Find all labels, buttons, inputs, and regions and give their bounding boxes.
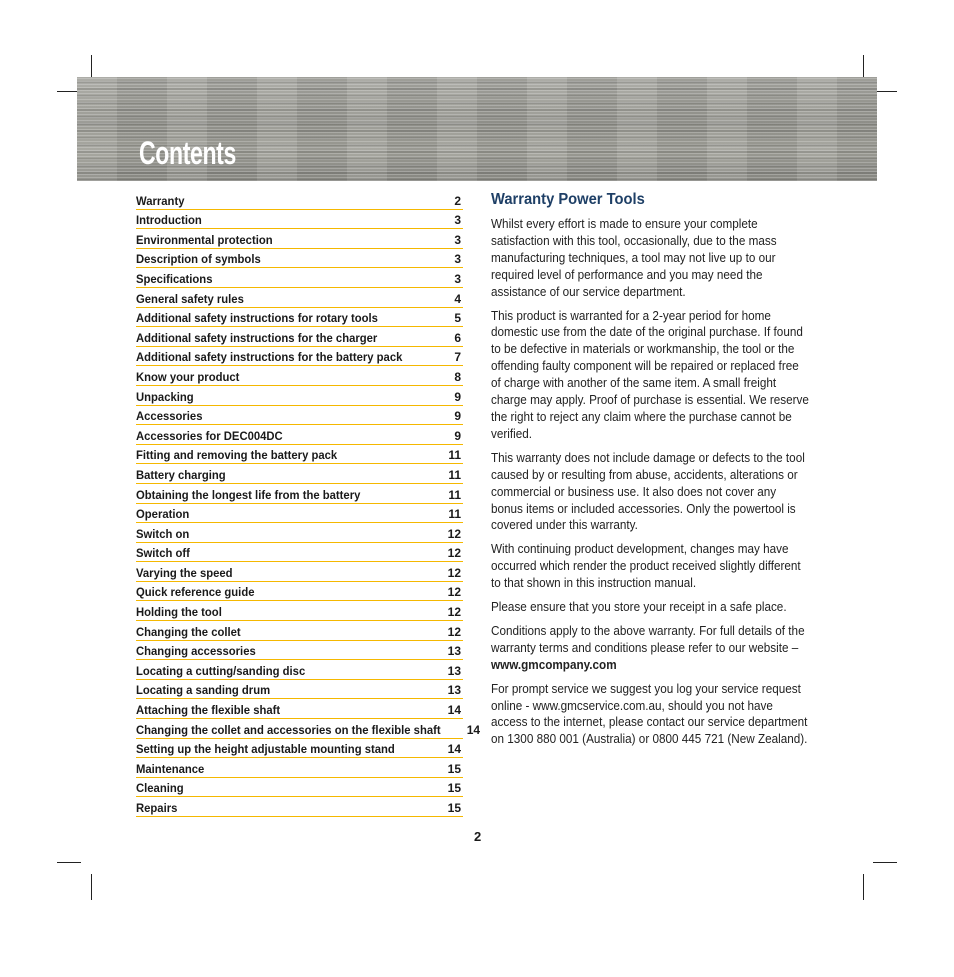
- toc-entry-page: 5: [454, 311, 461, 326]
- toc-entry-page: 7: [454, 350, 461, 365]
- page-title: Contents: [139, 135, 236, 171]
- toc-entry-page: 3: [454, 252, 461, 267]
- toc-entry[interactable]: [136, 347, 463, 367]
- toc-entry-page: 11: [448, 507, 461, 522]
- toc-entry-page: 14: [447, 703, 461, 718]
- toc-entry-page: 12: [447, 546, 461, 561]
- toc-entry-label: Setting up the height adjustable mounting stand: [136, 742, 395, 757]
- paragraph: For prompt service we suggest you log your service request online - www.gmcservice.com.au, should you not have access to the internet, please contact our service department on 1300 880 001 (Australia) or 0800 445 721 (New Zealand).: [491, 681, 808, 747]
- toc-entry[interactable]: [136, 641, 463, 661]
- toc-entry[interactable]: [136, 406, 463, 426]
- toc-entry-label: Varying the speed: [136, 565, 233, 580]
- toc-entry[interactable]: [136, 739, 463, 759]
- toc-entry-label: Operation: [136, 507, 190, 522]
- toc-entry-label: Additional safety instructions for rotary tools: [136, 311, 378, 326]
- toc-entry[interactable]: [136, 366, 463, 386]
- toc-entry-label: Battery charging: [136, 467, 226, 482]
- toc-entry-label: Maintenance: [136, 761, 205, 776]
- paragraph: Whilst every effort is made to ensure your complete satisfaction with this tool, occasionally, due to the mass manufacturing techniques, a tool may not live up to our required level of performance and you may need the assistance of our service department.: [491, 217, 777, 299]
- toc-entry[interactable]: [136, 445, 463, 465]
- toc-entry[interactable]: [136, 543, 463, 563]
- toc-entry-page: 12: [447, 624, 461, 639]
- toc-entry[interactable]: [136, 190, 463, 210]
- toc-entry[interactable]: [136, 425, 463, 445]
- toc-entry-page: 15: [447, 781, 461, 796]
- crop-mark: [863, 874, 864, 900]
- toc-entry[interactable]: [136, 758, 463, 778]
- toc-entry[interactable]: [136, 523, 463, 543]
- section-heading: Warranty Power Tools: [491, 191, 645, 208]
- toc-entry[interactable]: [136, 268, 463, 288]
- toc-entry[interactable]: [136, 719, 481, 739]
- toc-entry-label: Description of symbols: [136, 252, 261, 267]
- toc-entry-page: 12: [447, 565, 461, 580]
- toc-entry-page: 11: [448, 467, 461, 482]
- toc-entry[interactable]: [136, 582, 463, 602]
- toc-entry-label: Changing accessories: [136, 644, 256, 659]
- toc-entry-label: Locating a cutting/sanding disc: [136, 663, 306, 678]
- toc-entry-page: 11: [448, 448, 461, 463]
- crop-mark: [57, 862, 81, 863]
- toc-entry-page: 12: [447, 605, 461, 620]
- toc-entry[interactable]: [136, 249, 463, 269]
- warranty-section: [491, 190, 809, 755]
- paragraph: [491, 623, 810, 674]
- paragraph-text: Conditions apply to the above warranty. For full details of the warranty terms and conditions please refer to our website –: [491, 623, 805, 655]
- toc-entry-page: 13: [447, 683, 461, 698]
- toc-entry-page: 15: [447, 801, 461, 815]
- toc-entry[interactable]: [136, 778, 463, 798]
- paragraph: With continuing product development, changes may have occurred which render the product received slightly different to that shown in this instruction manual.: [491, 542, 801, 591]
- toc-entry-page: 12: [447, 526, 461, 541]
- toc-entry[interactable]: [136, 660, 463, 680]
- toc-entry-label: Introduction: [136, 213, 202, 228]
- toc-entry[interactable]: [136, 464, 463, 484]
- toc-entry-page: 15: [447, 761, 461, 776]
- toc-entry-label: Obtaining the longest life from the battery: [136, 487, 361, 502]
- toc-entry[interactable]: [136, 288, 463, 308]
- toc-entry-label: Switch off: [136, 546, 190, 561]
- toc-entry-label: Fitting and removing the battery pack: [136, 448, 338, 463]
- toc-entry[interactable]: [136, 562, 463, 582]
- website-link[interactable]: www.gmcompany.com: [491, 657, 617, 672]
- toc-entry-page: 2: [454, 193, 461, 208]
- page-number: 2: [474, 829, 482, 844]
- toc-entry-label: Warranty: [136, 193, 185, 208]
- paragraph: This warranty does not include damage or defects to the tool caused by or resulting from abuse, accidents, alterations or commercial or business use. It also does not cover any bonus items or included accessories. Only the powertool is covered under this warranty.: [491, 450, 805, 533]
- toc-entry-label: Additional safety instructions for the charger: [136, 330, 378, 345]
- toc-entry-page: 8: [454, 369, 461, 384]
- toc-entry-page: 4: [454, 291, 461, 306]
- toc-entry-label: Changing the collet: [136, 624, 241, 639]
- toc-entry-label: General safety rules: [136, 291, 244, 306]
- table-of-contents: [136, 190, 481, 817]
- toc-entry-label: Accessories for DEC004DC: [136, 428, 283, 443]
- toc-entry-label: Repairs: [136, 801, 178, 815]
- toc-entry-label: Switch on: [136, 526, 190, 541]
- toc-entry-page: 9: [454, 389, 461, 404]
- toc-entry-label: Unpacking: [136, 389, 194, 404]
- toc-entry[interactable]: [136, 797, 463, 817]
- toc-entry-label: Attaching the flexible shaft: [136, 703, 281, 718]
- toc-entry[interactable]: [136, 484, 463, 504]
- toc-entry[interactable]: [136, 308, 463, 328]
- toc-entry-label: Locating a sanding drum: [136, 683, 271, 698]
- toc-entry-page: 9: [454, 409, 461, 424]
- toc-entry-page: 14: [466, 722, 481, 737]
- crop-mark: [91, 874, 92, 900]
- toc-entry[interactable]: [136, 621, 463, 641]
- paragraph: Please ensure that you store your receipt in a safe place.: [491, 600, 787, 615]
- toc-entry-label: Changing the collet and accessories on the flexible shaft: [136, 722, 441, 737]
- toc-entry[interactable]: [136, 327, 463, 347]
- toc-entry-page: 13: [447, 663, 461, 678]
- toc-entry-page: 11: [448, 487, 461, 502]
- toc-entry[interactable]: [136, 699, 463, 719]
- paragraph: This product is warranted for a 2-year period for home domestic use from the date of the original purchase. If found to be defective in materials or workmanship, the tool or the offending faulty component will be repaired or replaced free of charge with another of the same item. A small freight charge may apply. Proof of purchase is essential. We reserve the right to reject any claim where the purchase cannot be verified.: [491, 308, 809, 441]
- crop-mark: [873, 862, 897, 863]
- toc-entry-label: Environmental protection: [136, 232, 273, 247]
- toc-entry[interactable]: [136, 386, 463, 406]
- toc-entry-label: Know your product: [136, 369, 240, 384]
- toc-entry-label: Accessories: [136, 409, 203, 424]
- toc-entry[interactable]: [136, 210, 463, 230]
- toc-entry[interactable]: [136, 504, 463, 524]
- toc-entry-page: 13: [447, 644, 461, 659]
- toc-entry-page: 9: [454, 428, 461, 443]
- toc-entry-page: 3: [454, 232, 461, 247]
- toc-entry-page: 14: [447, 742, 461, 757]
- toc-entry-page: 3: [454, 213, 461, 228]
- toc-entry-label: Specifications: [136, 271, 213, 286]
- header-banner: [77, 77, 877, 181]
- toc-entry[interactable]: [136, 680, 463, 700]
- toc-entry[interactable]: [136, 601, 463, 621]
- toc-entry[interactable]: [136, 229, 463, 249]
- toc-entry-label: Holding the tool: [136, 605, 222, 620]
- toc-entry-page: 12: [447, 585, 461, 600]
- toc-entry-label: Quick reference guide: [136, 585, 255, 600]
- toc-entry-label: Additional safety instructions for the battery pack: [136, 350, 403, 365]
- toc-entry-label: Cleaning: [136, 781, 184, 796]
- toc-entry-page: 3: [454, 271, 461, 286]
- toc-entry-page: 6: [454, 330, 461, 345]
